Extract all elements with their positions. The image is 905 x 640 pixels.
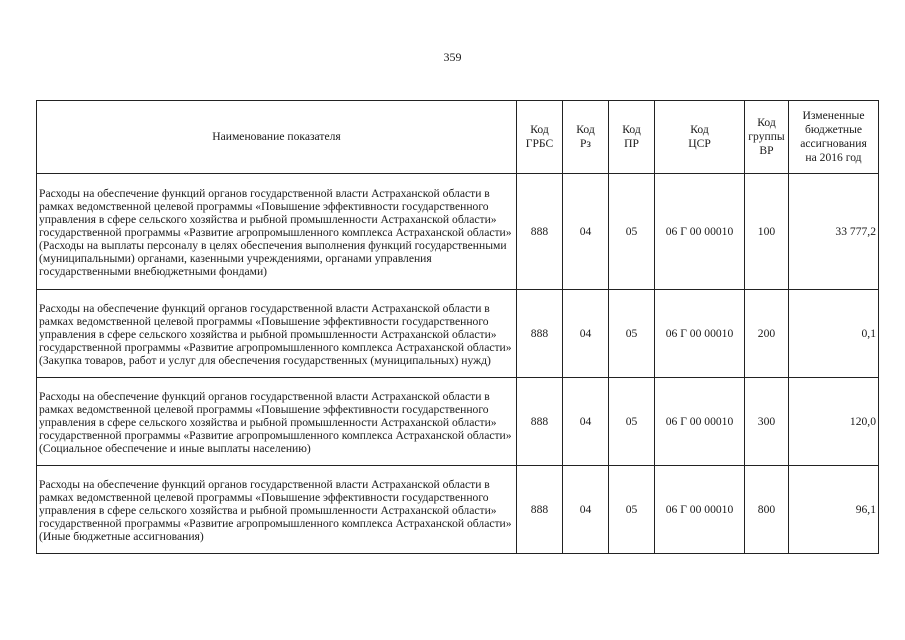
cell-name: Расходы на обеспечение функций органов государственной власти Астраханской области в рамках ведомственной целевой программы «Повышение эффективности государственного управления в сфере сельского хозяйства и рыбной промышленности Астраханской области» государственной программы «Развитие агропромышленного комплекса Астраханской области» (Расходы на выплаты персоналу в целях обеспечения выполнения функций государственными (муниципальными) органами, казенными учреждениями, органами управления государственными внебюджетными фондами) bbox=[37, 174, 517, 290]
cell-grbs: 888 bbox=[517, 378, 563, 466]
cell-grbs: 888 bbox=[517, 290, 563, 378]
header-csr-line: ЦСР bbox=[688, 137, 711, 150]
header-grbs bbox=[517, 101, 563, 174]
header-vr-line: Код bbox=[757, 116, 776, 129]
header-pr-line: ПР bbox=[624, 137, 639, 150]
header-vr-line: ВР bbox=[759, 144, 774, 157]
cell-rz: 04 bbox=[563, 174, 609, 290]
header-grbs-line: ГРБС bbox=[525, 137, 554, 150]
cell-name: Расходы на обеспечение функций органов государственной власти Астраханской области в рамках ведомственной целевой программы «Повышение эффективности государственного управления в сфере сельского хозяйства и рыбной промышленности Астраханской области» государственной программы «Развитие агропромышленного комплекса Астраханской области» (Иные бюджетные ассигнования) bbox=[37, 466, 517, 554]
table-row bbox=[37, 466, 879, 554]
cell-name: Расходы на обеспечение функций органов государственной власти Астраханской области в рамках ведомственной целевой программы «Повышение эффективности государственного управления в сфере сельского хозяйства и рыбной промышленности Астраханской области» государственной программы «Развитие агропромышленного комплекса Астраханской области» (Социальное обеспечение и иные выплаты населению) bbox=[37, 378, 517, 466]
budget-table bbox=[36, 100, 879, 554]
cell-amount: 96,1 bbox=[789, 466, 879, 554]
header-vr-line: группы bbox=[748, 130, 785, 143]
page-number: 359 bbox=[443, 50, 462, 64]
cell-vr: 300 bbox=[745, 378, 789, 466]
header-vr bbox=[745, 101, 789, 174]
table-row bbox=[37, 174, 879, 290]
cell-rz: 04 bbox=[563, 290, 609, 378]
table-row bbox=[37, 378, 879, 466]
cell-vr: 800 bbox=[745, 466, 789, 554]
header-grbs-line: Код bbox=[530, 123, 549, 136]
cell-rz: 04 bbox=[563, 378, 609, 466]
cell-vr: 100 bbox=[745, 174, 789, 290]
header-rz-line: Код bbox=[576, 123, 595, 136]
cell-csr: 06 Г 00 00010 bbox=[655, 174, 745, 290]
header-rz bbox=[563, 101, 609, 174]
cell-rz: 04 bbox=[563, 466, 609, 554]
table-header-row bbox=[37, 101, 879, 174]
header-csr bbox=[655, 101, 745, 174]
cell-pr: 05 bbox=[609, 378, 655, 466]
header-amount bbox=[789, 101, 879, 174]
header-name: Наименование показателя bbox=[37, 101, 517, 174]
header-amount-line: бюджетные bbox=[804, 123, 863, 136]
cell-amount: 33 777,2 bbox=[789, 174, 879, 290]
cell-vr: 200 bbox=[745, 290, 789, 378]
cell-name: Расходы на обеспечение функций органов государственной власти Астраханской области в рамках ведомственной целевой программы «Повышение эффективности государственного управления в сфере сельского хозяйства и рыбной промышленности Астраханской области» государственной программы «Развитие агропромышленного комплекса Астраханской области» (Закупка товаров, работ и услуг для обеспечения государственных (муниципальных) нужд) bbox=[37, 290, 517, 378]
cell-csr: 06 Г 00 00010 bbox=[655, 290, 745, 378]
header-pr-line: Код bbox=[622, 123, 641, 136]
header-pr bbox=[609, 101, 655, 174]
header-rz-line: Рз bbox=[579, 137, 592, 150]
cell-csr: 06 Г 00 00010 bbox=[655, 466, 745, 554]
header-csr-line: Код bbox=[690, 123, 709, 136]
cell-grbs: 888 bbox=[517, 466, 563, 554]
cell-csr: 06 Г 00 00010 bbox=[655, 378, 745, 466]
cell-pr: 05 bbox=[609, 174, 655, 290]
header-amount-line: ассигнования bbox=[800, 137, 867, 150]
header-amount-line: Измененные bbox=[802, 109, 865, 122]
cell-amount: 120,0 bbox=[789, 378, 879, 466]
header-amount-line: на 2016 год bbox=[805, 151, 862, 164]
table-row bbox=[37, 290, 879, 378]
cell-pr: 05 bbox=[609, 466, 655, 554]
cell-grbs: 888 bbox=[517, 174, 563, 290]
cell-pr: 05 bbox=[609, 290, 655, 378]
cell-amount: 0,1 bbox=[789, 290, 879, 378]
